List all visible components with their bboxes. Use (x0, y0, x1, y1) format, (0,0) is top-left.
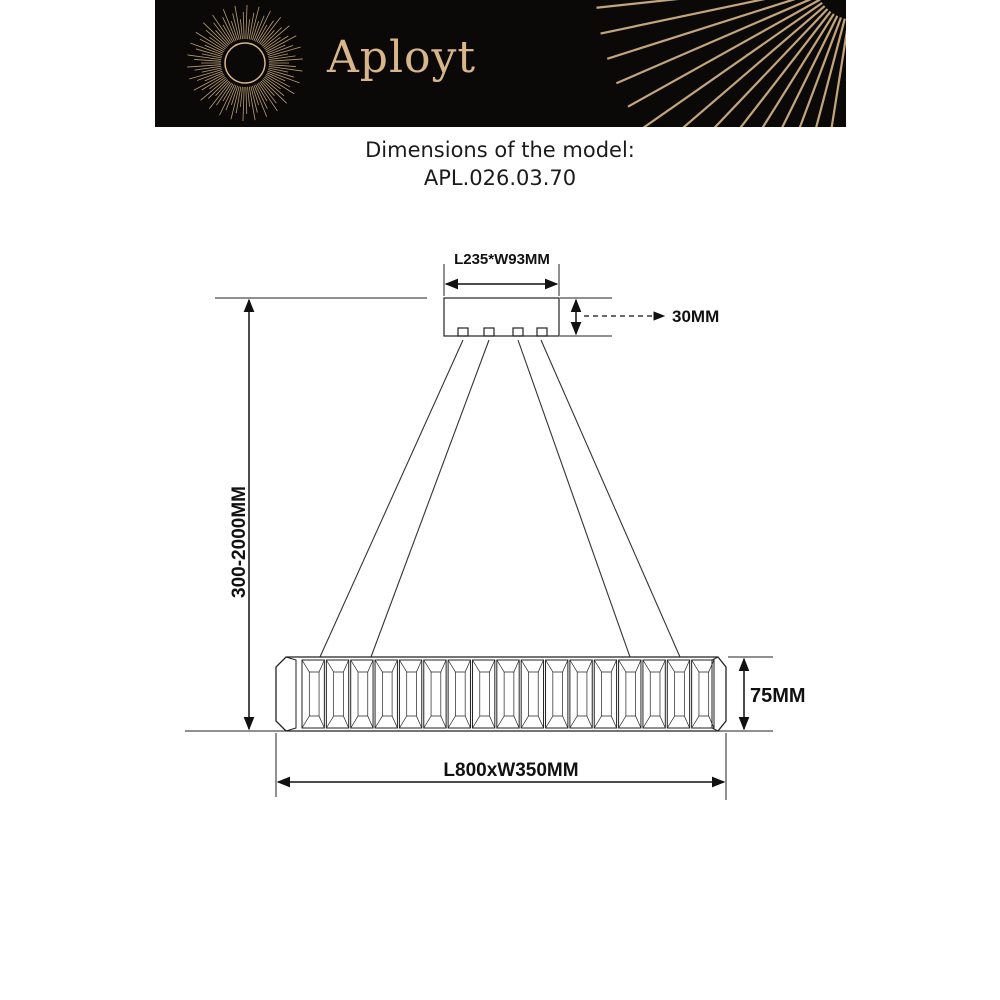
crystal-segment (302, 660, 324, 728)
crystal-segment (424, 660, 446, 728)
crystal-segment (497, 660, 519, 728)
ring-size-label: L800xW350MM (443, 760, 579, 781)
crystal-segment (546, 660, 568, 728)
crystal-segment (448, 660, 470, 728)
crystal-segment (570, 660, 592, 728)
model-number: APL.026.03.70 (423, 166, 577, 190)
drop-height-label: 300-2000MM (229, 486, 250, 598)
crystal-segment (399, 660, 421, 728)
brand-logo-text: Aployt (327, 32, 477, 83)
crystal-segment (351, 660, 373, 728)
crystal-segment (619, 660, 641, 728)
dimensions-heading: Dimensions of the model: (365, 138, 635, 162)
crystal-segment (594, 660, 616, 728)
crystal-segment (472, 660, 494, 728)
crystal-segment (643, 660, 665, 728)
crystal-segment (375, 660, 397, 728)
crystal-ring (276, 657, 726, 731)
suspension-cables (320, 340, 680, 657)
crystal-segment (521, 660, 543, 728)
canopy-height-label: 30MM (672, 307, 720, 326)
canopy (444, 264, 559, 336)
crystal-segment (692, 660, 714, 728)
ring-height-label: 75MM (750, 685, 806, 707)
crystal-segment (326, 660, 348, 728)
crystal-segment (667, 660, 689, 728)
canopy-size-label: L235*W93MM (454, 251, 550, 268)
